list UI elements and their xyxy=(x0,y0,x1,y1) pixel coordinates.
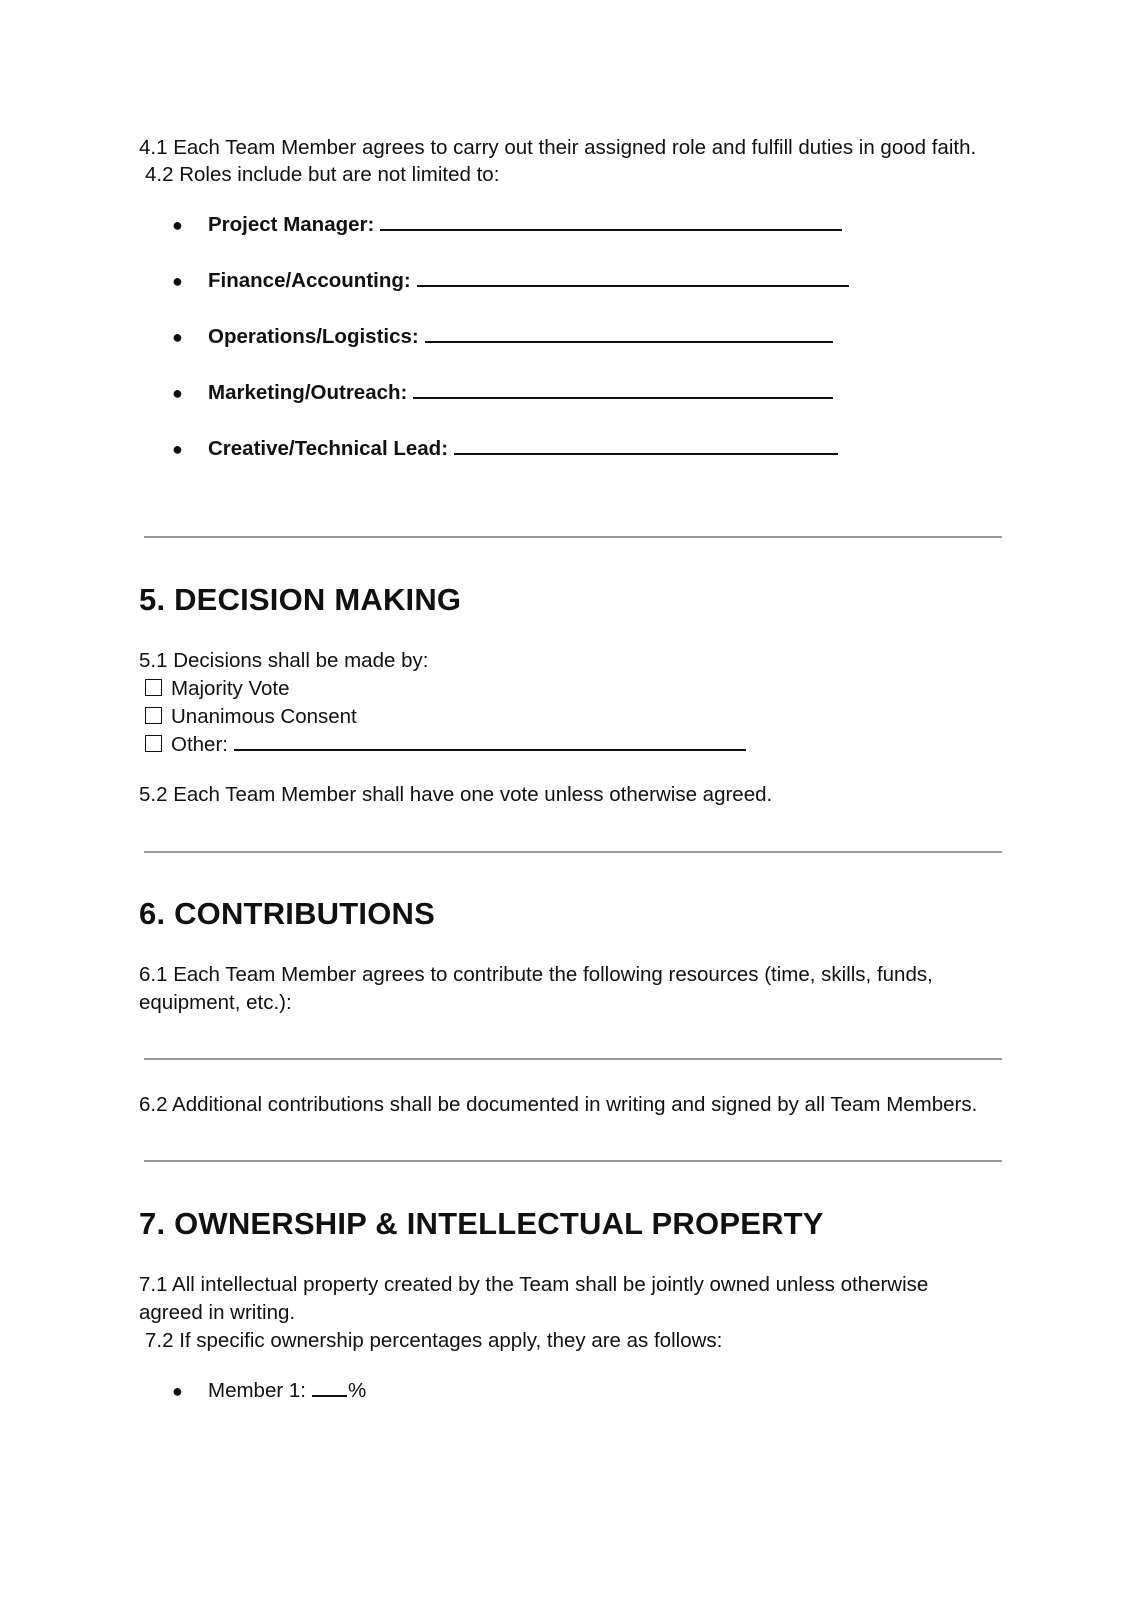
clause-4-1: 4.1 Each Team Member agrees to carry out their assigned role and fulfill duties in good faith. xyxy=(139,136,977,159)
fill-in-blank[interactable] xyxy=(380,211,842,231)
role-creative-technical-lead xyxy=(208,435,838,463)
checkbox[interactable] xyxy=(145,707,162,724)
clause-6-1-line2: equipment, etc.): xyxy=(139,991,292,1014)
clause-5-1: 5.1 Decisions shall be made by: xyxy=(139,649,429,672)
fill-in-blank[interactable] xyxy=(425,323,833,343)
bullet: ● xyxy=(172,271,183,291)
clause-4-2: 4.2 Roles include but are not limited to: xyxy=(145,163,500,186)
member-1-percentage xyxy=(208,1377,366,1405)
section-5-heading: 5. DECISION MAKING xyxy=(139,582,462,617)
role-label: Project Manager: xyxy=(208,213,375,236)
fill-in-blank[interactable] xyxy=(312,1377,347,1397)
option-label: Other: xyxy=(171,733,228,756)
section-divider xyxy=(144,1160,1002,1162)
section-7-heading: 7. OWNERSHIP & INTELLECTUAL PROPERTY xyxy=(139,1206,824,1241)
clause-6-1-line1: 6.1 Each Team Member agrees to contribute the following resources (time, skills, funds, xyxy=(139,963,933,986)
option-label: Unanimous Consent xyxy=(171,705,357,728)
role-label: Finance/Accounting: xyxy=(208,269,411,292)
clause-5-2: 5.2 Each Team Member shall have one vote unless otherwise agreed. xyxy=(139,783,773,806)
role-project-manager xyxy=(208,211,842,239)
percent-sign: % xyxy=(347,1379,367,1402)
fill-in-blank[interactable] xyxy=(413,379,833,399)
clause-6-2: 6.2 Additional contributions shall be documented in writing and signed by all Team Members. xyxy=(139,1093,978,1116)
member-label: Member 1: xyxy=(208,1379,306,1402)
role-label: Operations/Logistics: xyxy=(208,325,419,348)
bullet: ● xyxy=(172,215,183,235)
bullet: ● xyxy=(172,383,183,403)
role-label: Marketing/Outreach: xyxy=(208,381,408,404)
checkbox[interactable] xyxy=(145,679,162,696)
section-6-heading: 6. CONTRIBUTIONS xyxy=(139,896,435,931)
fill-in-blank[interactable] xyxy=(234,731,746,751)
role-operations-logistics xyxy=(208,323,833,351)
role-marketing-outreach xyxy=(208,379,833,407)
contribution-line[interactable] xyxy=(144,1058,1002,1060)
bullet: ● xyxy=(172,1381,183,1401)
checkbox[interactable] xyxy=(145,735,162,752)
clause-7-2: 7.2 If specific ownership percentages apply, they are as follows: xyxy=(145,1329,723,1352)
bullet: ● xyxy=(172,327,183,347)
option-label: Majority Vote xyxy=(171,677,290,700)
section-divider xyxy=(144,536,1002,538)
role-finance-accounting xyxy=(208,267,849,295)
option-unanimous-consent[interactable] xyxy=(145,703,357,731)
option-other[interactable] xyxy=(145,731,746,759)
fill-in-blank[interactable] xyxy=(417,267,849,287)
role-label: Creative/Technical Lead: xyxy=(208,437,449,460)
option-majority-vote[interactable] xyxy=(145,675,290,703)
fill-in-blank[interactable] xyxy=(454,435,838,455)
clause-7-1-line1: 7.1 All intellectual property created by the Team shall be jointly owned unless otherwise xyxy=(139,1273,929,1296)
section-divider xyxy=(144,851,1002,853)
clause-7-1-line2: agreed in writing. xyxy=(139,1301,296,1324)
bullet: ● xyxy=(172,439,183,459)
